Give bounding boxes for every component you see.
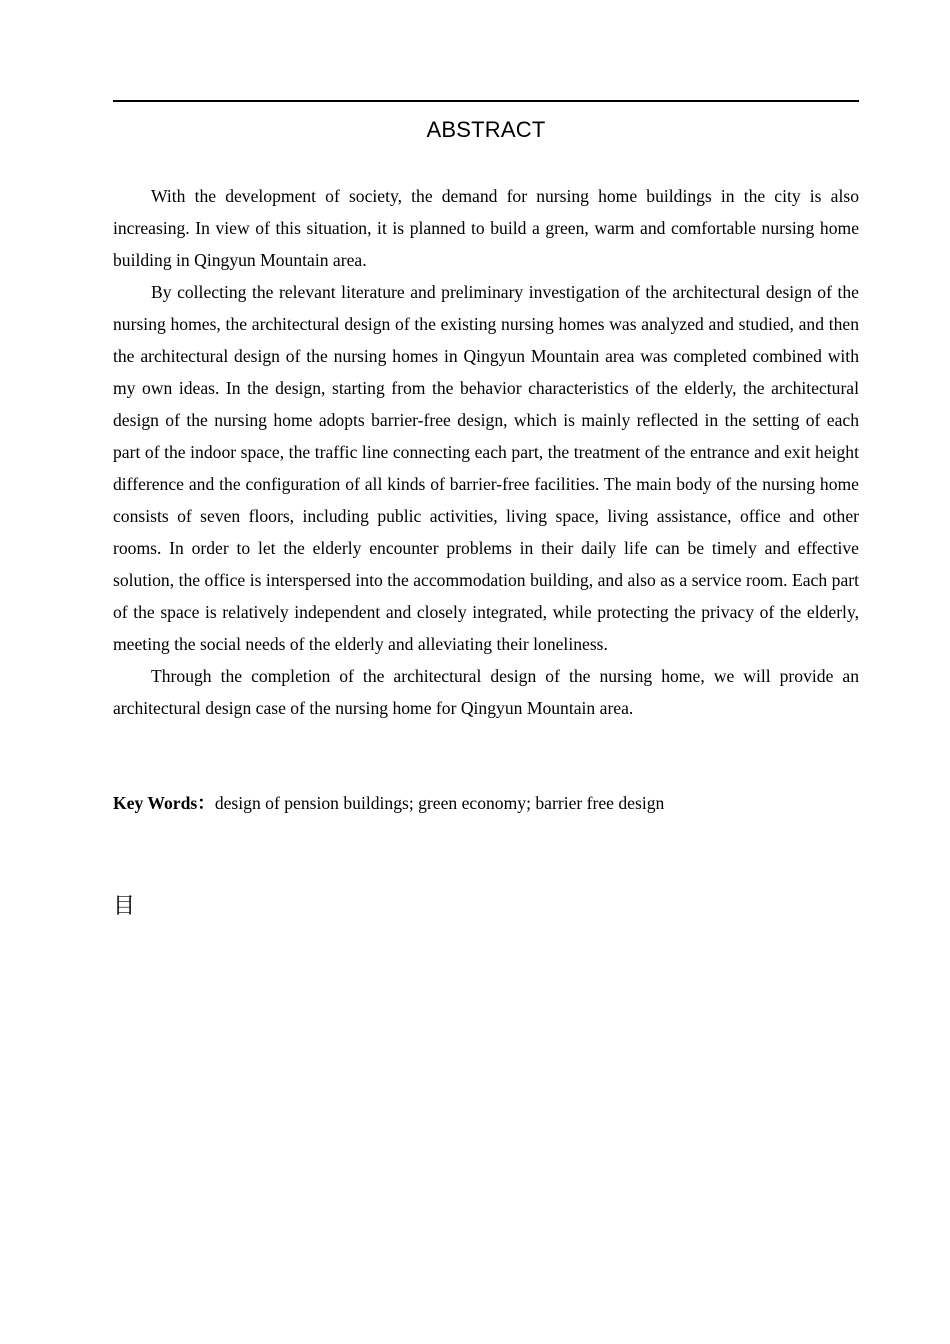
abstract-paragraph-2: By collecting the relevant literature and preliminary investigation of the architectural design of the nursing homes, the architectural design of the existing nursing homes was analyzed and studied, and then the architectural design of the nursing homes in Qingyun Mountain area was completed combined with my own ideas. In the design, starting from the behavior characteristics of the elderly, the architectural design of the nursing home adopts barrier-free design, which is mainly reflected in the setting of each part of the indoor space, the traffic line connecting each part, the treatment of the entrance and exit height difference and the configuration of all kinds of barrier-free facilities. The main body of the nursing home consists of seven floors, including public activities, living space, living assistance, office and other rooms. In order to let the elderly encounter problems in their daily life can be timely and effective solution, the office is interspersed into the accommodation building, and also as a service room. Each part of the space is relatively independent and closely integrated, while protecting the privacy of the elderly, meeting the social needs of the elderly and alleviating their loneliness. [113, 282, 859, 654]
abstract-body [113, 180, 859, 724]
keywords-value: design of pension buildings; green economy; barrier free design [214, 793, 665, 813]
abstract-title: ABSTRACT [426, 117, 546, 142]
abstract-paragraph-3: Through the completion of the architectural design of the nursing home, we will provide an architectural design case of the nursing home for Qingyun Mountain area. [113, 666, 859, 718]
keywords-line [113, 787, 859, 819]
header-rule [113, 100, 859, 102]
abstract-paragraph-1: With the development of society, the demand for nursing home buildings in the city is also increasing. In view of this situation, it is planned to build a green, warm and comfortable nursing home building in Qingyun Mountain area. [113, 186, 859, 270]
toc-heading: 目 [113, 894, 136, 919]
keywords-label: Key Words： [113, 793, 215, 813]
